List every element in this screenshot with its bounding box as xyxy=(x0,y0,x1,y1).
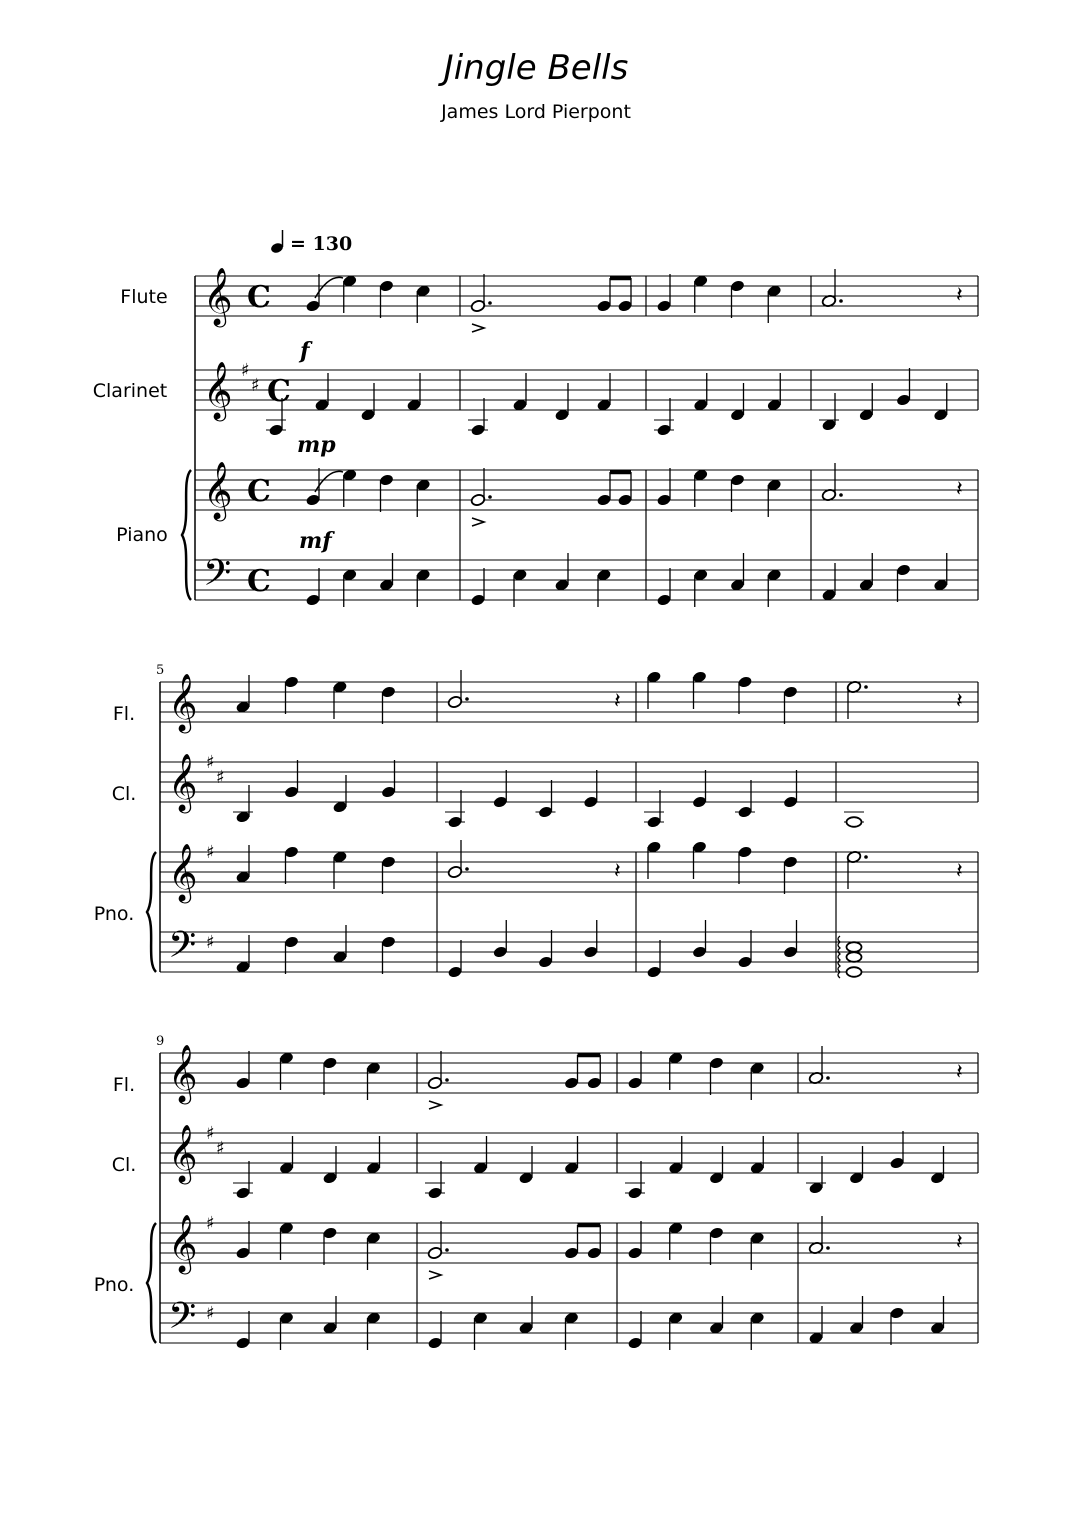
quarter-rest-icon: 𝄽 xyxy=(956,1230,963,1255)
instrument-label-clarinet: Clarinet xyxy=(92,380,168,402)
quarter-rest-icon: 𝄽 xyxy=(614,859,621,884)
instrument-label-clarinet-short: Cl. xyxy=(111,783,137,805)
accent-mark xyxy=(472,518,484,526)
piano-brace xyxy=(147,1223,156,1343)
accent-mark xyxy=(472,324,484,332)
sharp-icon: ♯ xyxy=(206,1213,215,1234)
staff-clarinet xyxy=(160,1123,978,1200)
dynamic-piano-right: mp xyxy=(297,432,336,458)
time-signature: C xyxy=(247,474,271,509)
instrument-label-clarinet-short-3: Cl. xyxy=(111,1154,137,1176)
time-signature: C xyxy=(247,280,271,315)
dot xyxy=(864,685,868,689)
treble-clef-icon: 𝄞 xyxy=(168,673,198,731)
notehead xyxy=(847,952,862,962)
instrument-label-flute-short: Fl. xyxy=(112,703,136,725)
dot xyxy=(839,493,843,497)
measure-number-9: 9 xyxy=(156,1034,165,1049)
treble-clef-icon: 𝄞 xyxy=(168,753,198,811)
instrument-label-piano-short-3: Pno. xyxy=(93,1274,135,1296)
dot xyxy=(826,1076,830,1080)
treble-clef-icon: 𝄞 xyxy=(168,843,198,901)
accent-mark xyxy=(429,1101,441,1109)
piece-title: Jingle Bells xyxy=(443,48,629,88)
notehead xyxy=(847,967,862,977)
staff-systems xyxy=(147,267,978,1350)
staff-piano-lh xyxy=(160,1295,978,1350)
staff-flute xyxy=(160,670,978,734)
dot xyxy=(839,299,843,303)
staff-flute xyxy=(195,267,978,332)
staff-piano-rh xyxy=(160,840,978,932)
dot xyxy=(445,1078,449,1082)
quarter-rest-icon: 𝄽 xyxy=(956,859,963,884)
piano-brace xyxy=(147,852,156,972)
quarter-rest-icon: 𝄽 xyxy=(956,477,963,502)
treble-clef-icon: 𝄞 xyxy=(203,267,233,325)
sharp-icon: ♯ xyxy=(206,1303,215,1324)
instrument-label-flute-short-3: Fl. xyxy=(112,1074,136,1096)
sharp-icon: ♯ xyxy=(251,375,260,396)
dot xyxy=(864,855,868,859)
sharp-icon: ♯ xyxy=(206,1123,215,1144)
staff-system-3 xyxy=(147,1044,978,1350)
staff-system-2 xyxy=(147,670,978,979)
quarter-rest-icon: 𝄽 xyxy=(614,689,621,714)
time-signature: C xyxy=(247,564,271,599)
notehead xyxy=(847,942,862,952)
dot xyxy=(465,867,469,871)
sharp-icon: ♯ xyxy=(216,767,225,788)
bass-clef-icon: 𝄢 xyxy=(168,1295,197,1346)
measure-number-5: 5 xyxy=(156,663,165,678)
tempo-value: = 130 xyxy=(290,233,353,255)
accent-mark xyxy=(429,1271,441,1279)
composer-name: James Lord Pierpont xyxy=(441,101,631,123)
staff-piano-rh xyxy=(160,1213,978,1303)
staff-clarinet xyxy=(195,360,978,437)
staff-piano-lh xyxy=(160,920,978,979)
treble-clef-icon: 𝄞 xyxy=(203,461,233,519)
sharp-icon: ♯ xyxy=(206,752,215,773)
dynamic-clarinet: f xyxy=(300,338,310,364)
time-signature: C xyxy=(267,374,291,409)
dot xyxy=(465,697,469,701)
staff-piano-lh xyxy=(195,552,978,607)
treble-clef-icon: 𝄞 xyxy=(168,1044,198,1102)
tempo-marking xyxy=(270,230,352,255)
bass-clef-icon: 𝄢 xyxy=(203,552,232,603)
instrument-label-flute: Flute xyxy=(120,286,168,308)
dot xyxy=(826,1246,830,1250)
dot xyxy=(445,1248,449,1252)
treble-clef-icon: 𝄞 xyxy=(168,1214,198,1272)
treble-clef-icon: 𝄞 xyxy=(203,361,233,419)
staff-flute xyxy=(160,1044,978,1109)
dynamic-piano-left: mf xyxy=(299,528,332,554)
dot xyxy=(488,495,492,499)
sharp-icon: ♯ xyxy=(206,932,215,953)
quarter-rest-icon: 𝄽 xyxy=(956,1060,963,1085)
staff-clarinet xyxy=(160,752,978,829)
bass-clef-icon: 𝄢 xyxy=(168,924,197,975)
quarter-rest-icon: 𝄽 xyxy=(956,689,963,714)
piano-brace xyxy=(182,470,191,600)
sharp-icon: ♯ xyxy=(206,842,215,863)
notehead xyxy=(847,817,862,827)
dot xyxy=(488,301,492,305)
instrument-label-piano: Piano xyxy=(116,524,168,546)
treble-clef-icon: 𝄞 xyxy=(168,1124,198,1182)
sharp-icon: ♯ xyxy=(216,1138,225,1159)
instrument-label-piano-short: Pno. xyxy=(93,903,135,925)
sharp-icon: ♯ xyxy=(241,360,250,381)
quarter-rest-icon: 𝄽 xyxy=(956,283,963,308)
